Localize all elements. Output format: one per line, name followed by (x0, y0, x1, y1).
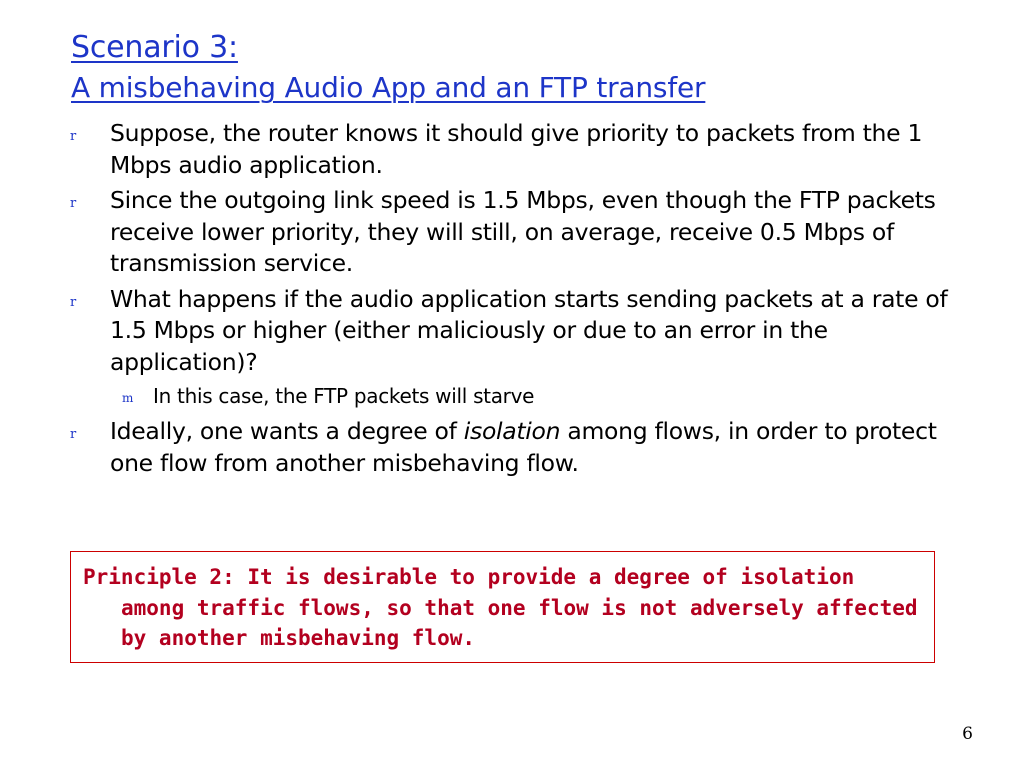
bullet-text-before: Ideally, one wants a degree of (110, 417, 464, 445)
sub-bullet-text: In this case, the FTP packets will starve (153, 384, 535, 408)
slide-title-line2: A misbehaving Audio App and an FTP transfer (71, 71, 706, 104)
bullet-marker-icon: r (70, 129, 76, 144)
bullet-item (70, 185, 950, 280)
bullet-item (70, 416, 950, 479)
bullet-marker-icon: r (70, 427, 76, 442)
slide-title (71, 26, 705, 110)
principle-text: Principle 2: It is desirable to provide a degree of isolation among traffic flows, so that one flow is not adversely affected by another misbehaving flow. (83, 565, 918, 650)
bullet-text-after: among flows, in order to protect one flow from another misbehaving flow. (110, 417, 937, 477)
bullet-list (70, 118, 950, 483)
bullet-text: What happens if the audio application starts sending packets at a rate of 1.5 Mbps or higher (either maliciously or due to an error in the application)? (110, 284, 948, 376)
bullet-item (70, 118, 950, 181)
principle-box (70, 551, 935, 663)
bullet-marker-icon: r (70, 196, 76, 211)
sub-bullet-item (70, 382, 950, 410)
sub-bullet-marker-icon: m (122, 391, 134, 405)
page-number: 6 (962, 724, 973, 744)
bullet-emphasis: isolation (463, 417, 561, 445)
bullet-text: Since the outgoing link speed is 1.5 Mbps, even though the FTP packets receive lower priority, they will still, on average, receive 0.5 Mbps of transmission service. (110, 186, 936, 277)
slide-title-line1: Scenario 3: (71, 30, 238, 65)
bullet-marker-icon: r (70, 294, 76, 310)
bullet-text: Suppose, the router knows it should give priority to packets from the 1 Mbps audio application. (110, 119, 923, 179)
bullet-item (70, 284, 950, 379)
